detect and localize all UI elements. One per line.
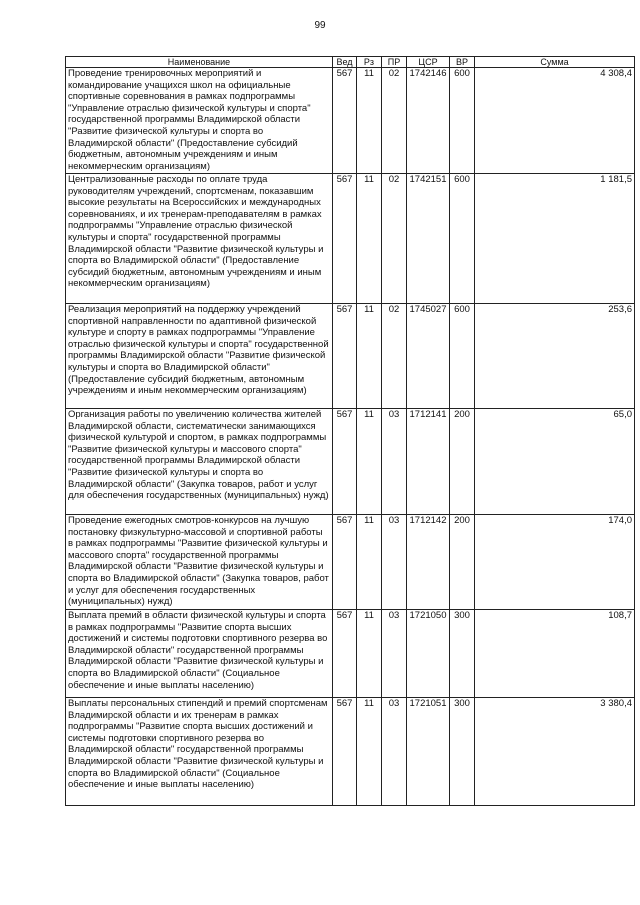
row-pr: 02 bbox=[382, 174, 407, 304]
table-row bbox=[66, 698, 635, 806]
table-body bbox=[66, 68, 635, 806]
header-pr: ПР bbox=[382, 57, 407, 68]
row-pr: 03 bbox=[382, 610, 407, 698]
row-ved: 567 bbox=[333, 304, 357, 409]
row-ved: 567 bbox=[333, 409, 357, 515]
header-vr: ВР bbox=[450, 57, 475, 68]
row-vr: 300 bbox=[450, 698, 475, 806]
table-row bbox=[66, 304, 635, 409]
row-pr: 03 bbox=[382, 515, 407, 610]
row-ved: 567 bbox=[333, 610, 357, 698]
row-rz: 11 bbox=[357, 68, 382, 174]
row-vr: 300 bbox=[450, 610, 475, 698]
table-row bbox=[66, 68, 635, 174]
row-pr: 02 bbox=[382, 68, 407, 174]
header-sum: Сумма bbox=[475, 57, 635, 68]
header-row bbox=[66, 57, 635, 68]
row-name: Проведение тренировочных мероприятий и командирование учащихся школ на официальные спортивные соревнования в рамках подпрограммы "Управление отраслью физической культуры и спорта" государственной программы Владимирской области "Развитие физической культуры и спорта во Владимирской области" (Предоставление субсидий бюджетным, автономным учреждениям и иным некоммерческим организациям) bbox=[66, 68, 333, 174]
row-csr: 1721050 bbox=[407, 610, 450, 698]
row-rz: 11 bbox=[357, 515, 382, 610]
row-name: Выплаты персональных стипендий и премий спортсменам Владимирской области и их тренерам в рамках подпрограммы "Развитие спорта высших достижений и системы подготовки спортивного резерва во Владимирской области" государственной программы Владимирской области "Развитие физической культуры и спорта во Владимирской области" (Социальное обеспечение и иные выплаты населению) bbox=[66, 698, 333, 806]
row-ved: 567 bbox=[333, 174, 357, 304]
row-pr: 03 bbox=[382, 409, 407, 515]
row-sum: 3 380,4 bbox=[475, 698, 635, 806]
row-pr: 03 bbox=[382, 698, 407, 806]
row-vr: 600 bbox=[450, 304, 475, 409]
table-row bbox=[66, 174, 635, 304]
row-csr: 1742146 bbox=[407, 68, 450, 174]
row-pr: 02 bbox=[382, 304, 407, 409]
row-sum: 65,0 bbox=[475, 409, 635, 515]
page-number: 99 bbox=[314, 20, 326, 31]
row-vr: 600 bbox=[450, 68, 475, 174]
row-rz: 11 bbox=[357, 409, 382, 515]
row-vr: 200 bbox=[450, 409, 475, 515]
row-csr: 1742151 bbox=[407, 174, 450, 304]
row-ved: 567 bbox=[333, 515, 357, 610]
header-ved: Вед bbox=[333, 57, 357, 68]
table-row bbox=[66, 409, 635, 515]
row-sum: 108,7 bbox=[475, 610, 635, 698]
row-sum: 4 308,4 bbox=[475, 68, 635, 174]
row-rz: 11 bbox=[357, 304, 382, 409]
header-csr: ЦСР bbox=[407, 57, 450, 68]
budget-table bbox=[65, 56, 635, 806]
row-rz: 11 bbox=[357, 174, 382, 304]
row-sum: 1 181,5 bbox=[475, 174, 635, 304]
table-row bbox=[66, 515, 635, 610]
row-name: Организация работы по увеличению количества жителей Владимирской области, систематически занимающихся физической культурой и спортом, в рамках подпрограммы "Развитие физической культуры и массового спорта" государственной программы Владимирской области "Развитие физической культуры и спорта во Владимирской области" (Закупка товаров, работ и услуг для обеспечения государственных (муниципальных) нужд) bbox=[66, 409, 333, 515]
row-rz: 11 bbox=[357, 698, 382, 806]
row-ved: 567 bbox=[333, 698, 357, 806]
row-csr: 1745027 bbox=[407, 304, 450, 409]
row-csr: 1712141 bbox=[407, 409, 450, 515]
row-name: Выплата премий в области физической культуры и спорта в рамках подпрограммы "Развитие спорта высших достижений и системы подготовки спортивного резерва во Владимирской области" государственной программы Владимирской области "Развитие физической культуры и спорта во Владимирской области" (Социальное обеспечение и иные выплаты населению) bbox=[66, 610, 333, 698]
row-vr: 200 bbox=[450, 515, 475, 610]
row-rz: 11 bbox=[357, 610, 382, 698]
table-row bbox=[66, 610, 635, 698]
header-rz: Рз bbox=[357, 57, 382, 68]
row-name: Централизованные расходы по оплате труда руководителям учреждений, спортсменам, показавшим высокие результаты на Всероссийских и международных соревнованиях, и их тренерам-преподавателям в рамках подпрограммы "Управление отраслью физической культуры и спорта" государственной программы Владимирской области "Развитие физической культуры и спорта во Владимирской области" (Предоставление субсидий бюджетным, автономным учреждениям и иным некоммерческим организациям) bbox=[66, 174, 333, 304]
table-header bbox=[66, 57, 635, 68]
row-sum: 253,6 bbox=[475, 304, 635, 409]
row-name: Проведение ежегодных смотров-конкурсов на лучшую постановку физкультурно-массовой и спортивной работы в рамках подпрограммы "Развитие физической культуры и массового спорта" государственной программы Владимирской области "Развитие физической культуры и спорта во Владимирской области" (Закупка товаров, работ и услуг для обеспечения государственных (муниципальных) нужд) bbox=[66, 515, 333, 610]
row-vr: 600 bbox=[450, 174, 475, 304]
row-name: Реализация мероприятий на поддержку учреждений спортивной направленности по адаптивной физической культуре и спорту в рамках подпрограммы "Управление отраслью физической культуры и спорта" государственной программы Владимирской области "Развитие физической культуры и спорта во Владимирской области" (Предоставление субсидий бюджетным, автономным учреждениям и иным некоммерческим организациям) bbox=[66, 304, 333, 409]
row-csr: 1721051 bbox=[407, 698, 450, 806]
header-name: Наименование bbox=[66, 57, 333, 68]
row-sum: 174,0 bbox=[475, 515, 635, 610]
row-ved: 567 bbox=[333, 68, 357, 174]
row-csr: 1712142 bbox=[407, 515, 450, 610]
